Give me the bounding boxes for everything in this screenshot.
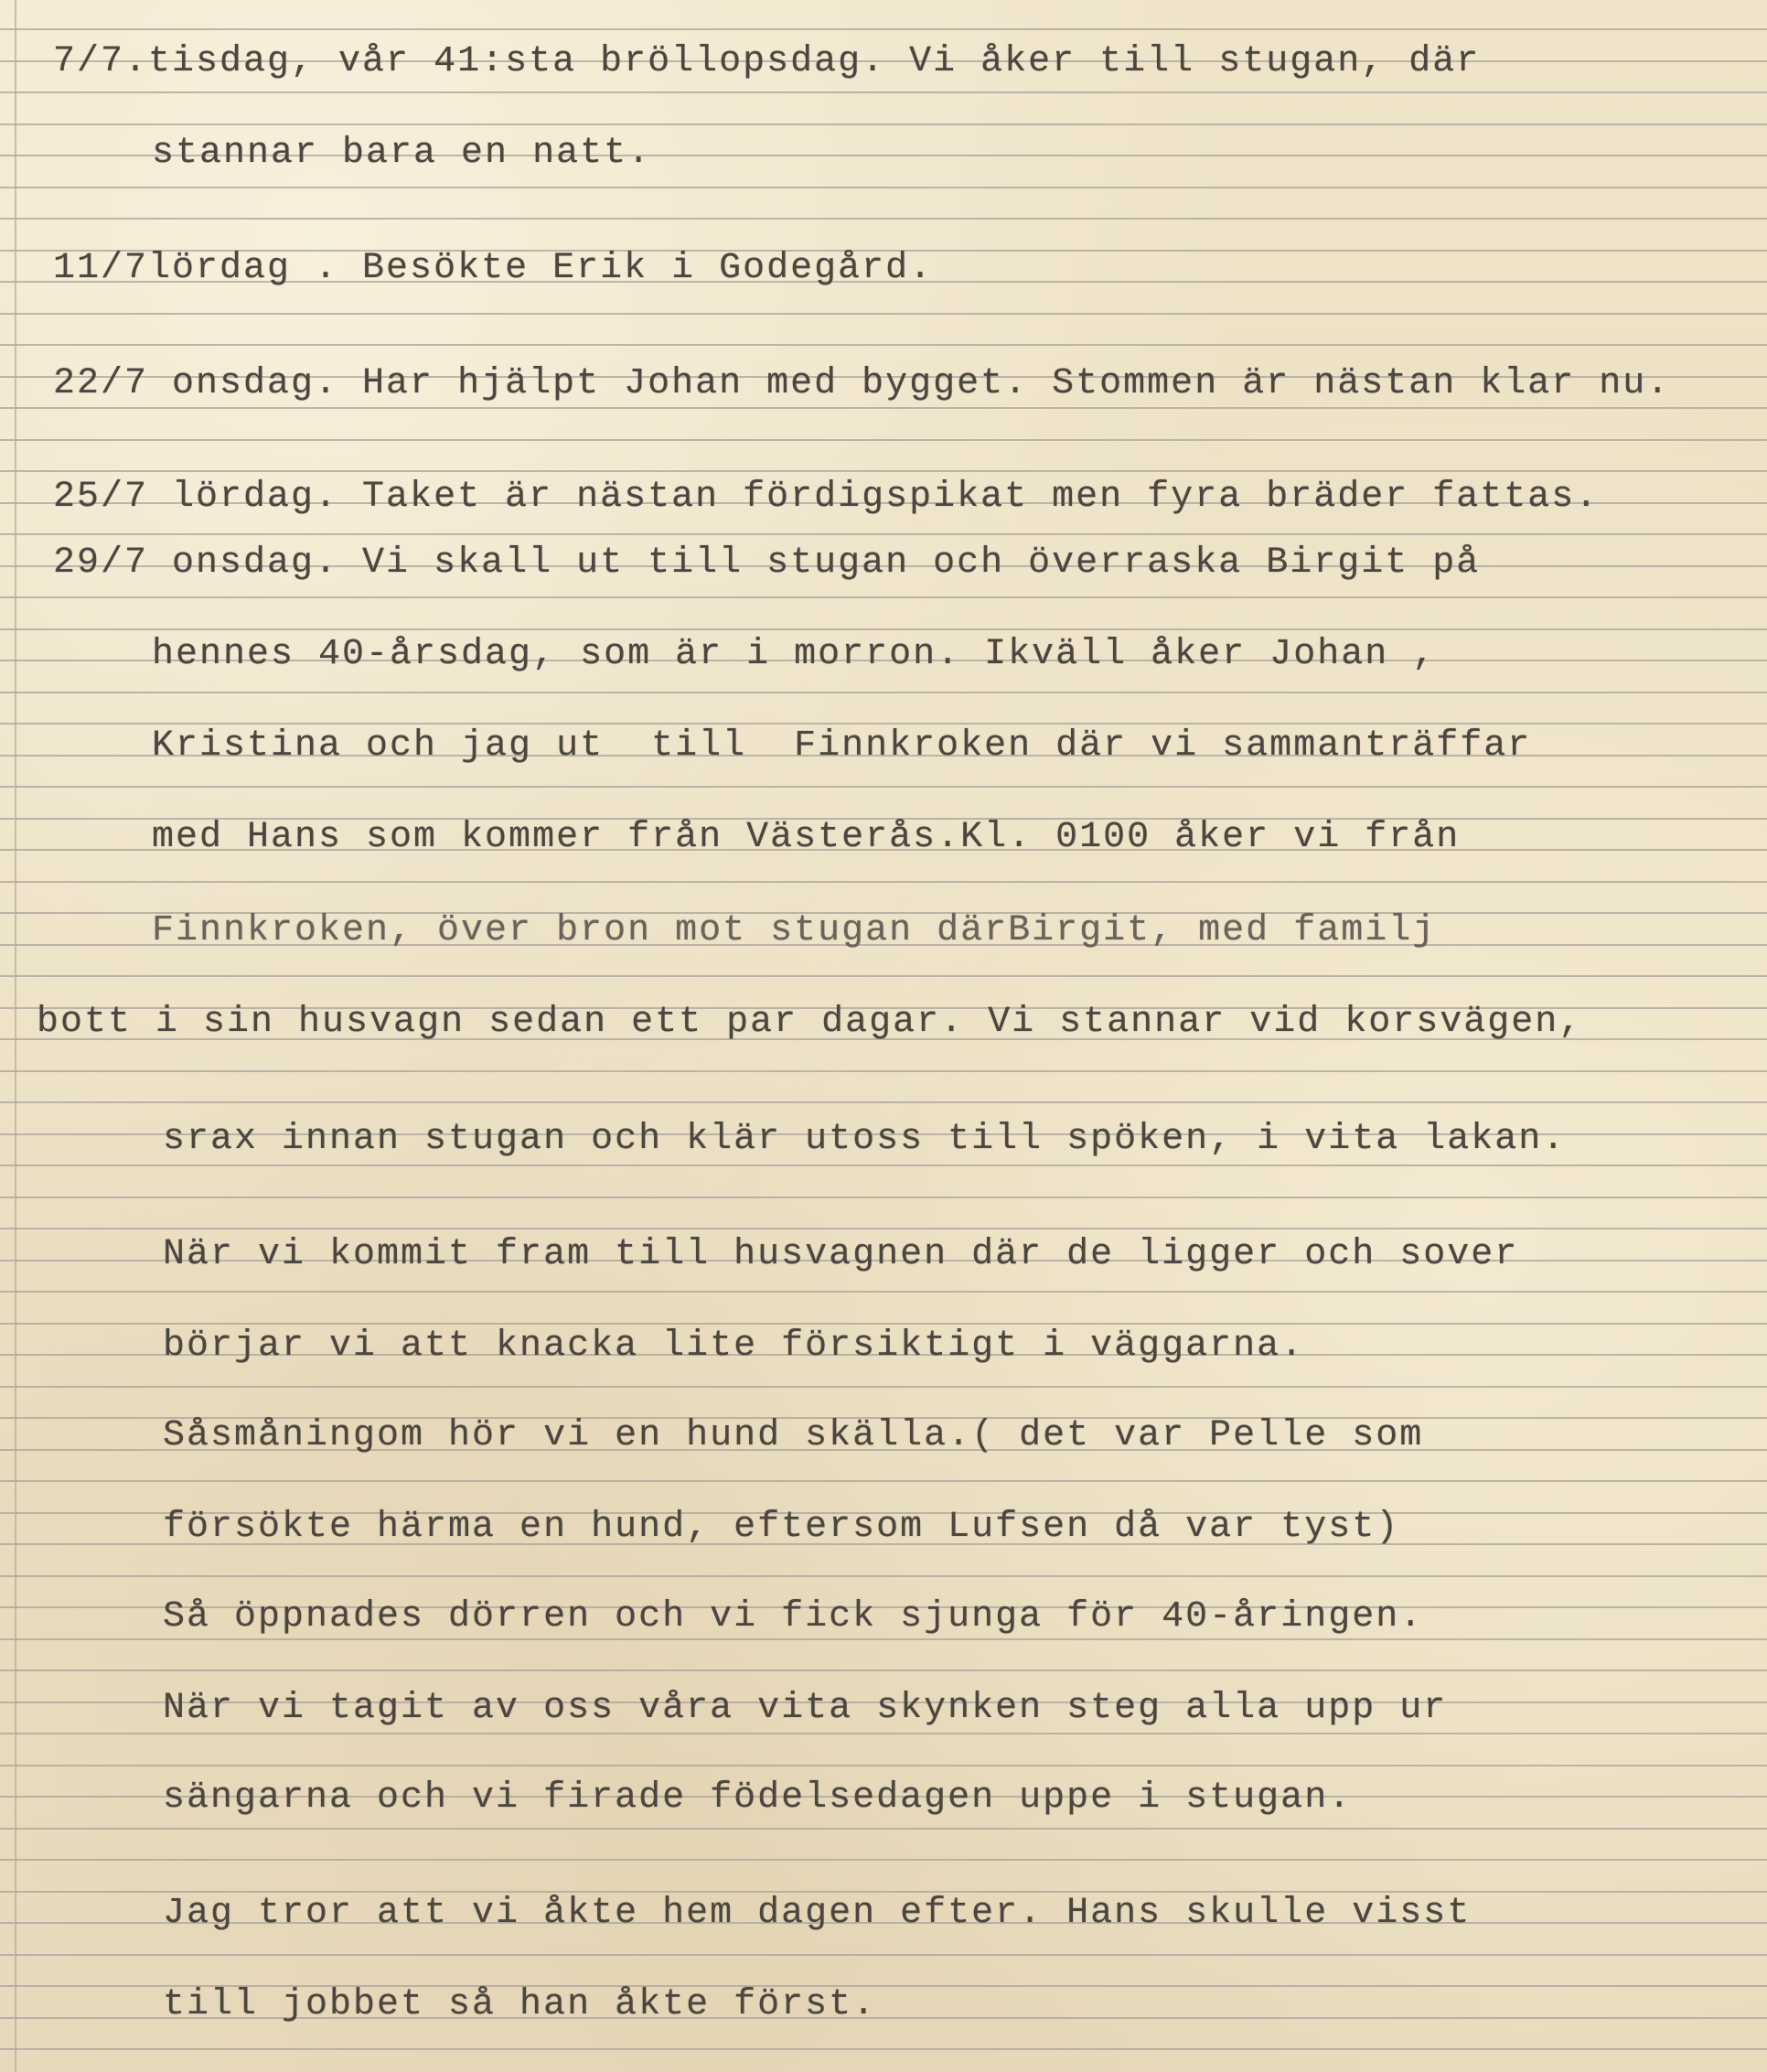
diary-line-6: 29/7 onsdag. Vi skall ut till stugan och överraska Birgit på (53, 542, 1481, 584)
diary-line-17: Så öppnades dörren och vi fick sjunga för 40-åringen. (163, 1596, 1424, 1637)
diary-line-10: Finnkroken, över bron mot stugan därBirgit, med familj (152, 910, 1437, 951)
diary-line-12: srax innan stugan och klär utoss till spöken, i vita lakan. (163, 1119, 1567, 1160)
diary-line-9: med Hans som kommer från Västerås.Kl. 0100 åker vi från (152, 817, 1461, 858)
diary-line-7: hennes 40-årsdag, som är i morron. Ikväll åker Johan , (152, 634, 1437, 675)
diary-line-18: När vi tagit av oss våra vita skynken steg alla upp ur (163, 1688, 1448, 1729)
diary-line-11: bott i sin husvagn sedan ett par dagar. Vi stannar vid korsvägen, (37, 1002, 1583, 1043)
diary-line-14: börjar vi att knacka lite försiktigt i väggarna. (163, 1326, 1305, 1367)
diary-line-4: 22/7 onsdag. Har hjälpt Johan med bygget. Stommen är nästan klar nu. (53, 363, 1671, 404)
margin-line (15, 0, 16, 2072)
diary-line-20: Jag tror att vi åkte hem dagen efter. Hans skulle visst (163, 1893, 1472, 1934)
diary-line-15: Såsmåningom hör vi en hund skälla.( det var Pelle som (163, 1415, 1424, 1456)
diary-line-8: Kristina och jag ut till Finnkroken där vi sammanträffar (152, 725, 1532, 767)
diary-line-16: försökte härma en hund, eftersom Lufsen då var tyst) (163, 1507, 1400, 1548)
diary-line-2: stannar bara en natt. (152, 133, 652, 174)
diary-line-3: 11/7lördag . Besökte Erik i Godegård. (53, 248, 934, 289)
diary-line-13: När vi kommit fram till husvagnen där de ligger och sover (163, 1234, 1519, 1275)
diary-line-5: 25/7 lördag. Taket är nästan fördigspikat men fyra bräder fattas. (53, 477, 1600, 518)
diary-line-21: till jobbet så han åkte först. (163, 1984, 877, 2025)
diary-line-19: sängarna och vi firade födelsedagen uppe i stugan. (163, 1777, 1353, 1819)
diary-line-1: 7/7.tisdag, vår 41:sta bröllopsdag. Vi åker till stugan, där (53, 41, 1481, 82)
